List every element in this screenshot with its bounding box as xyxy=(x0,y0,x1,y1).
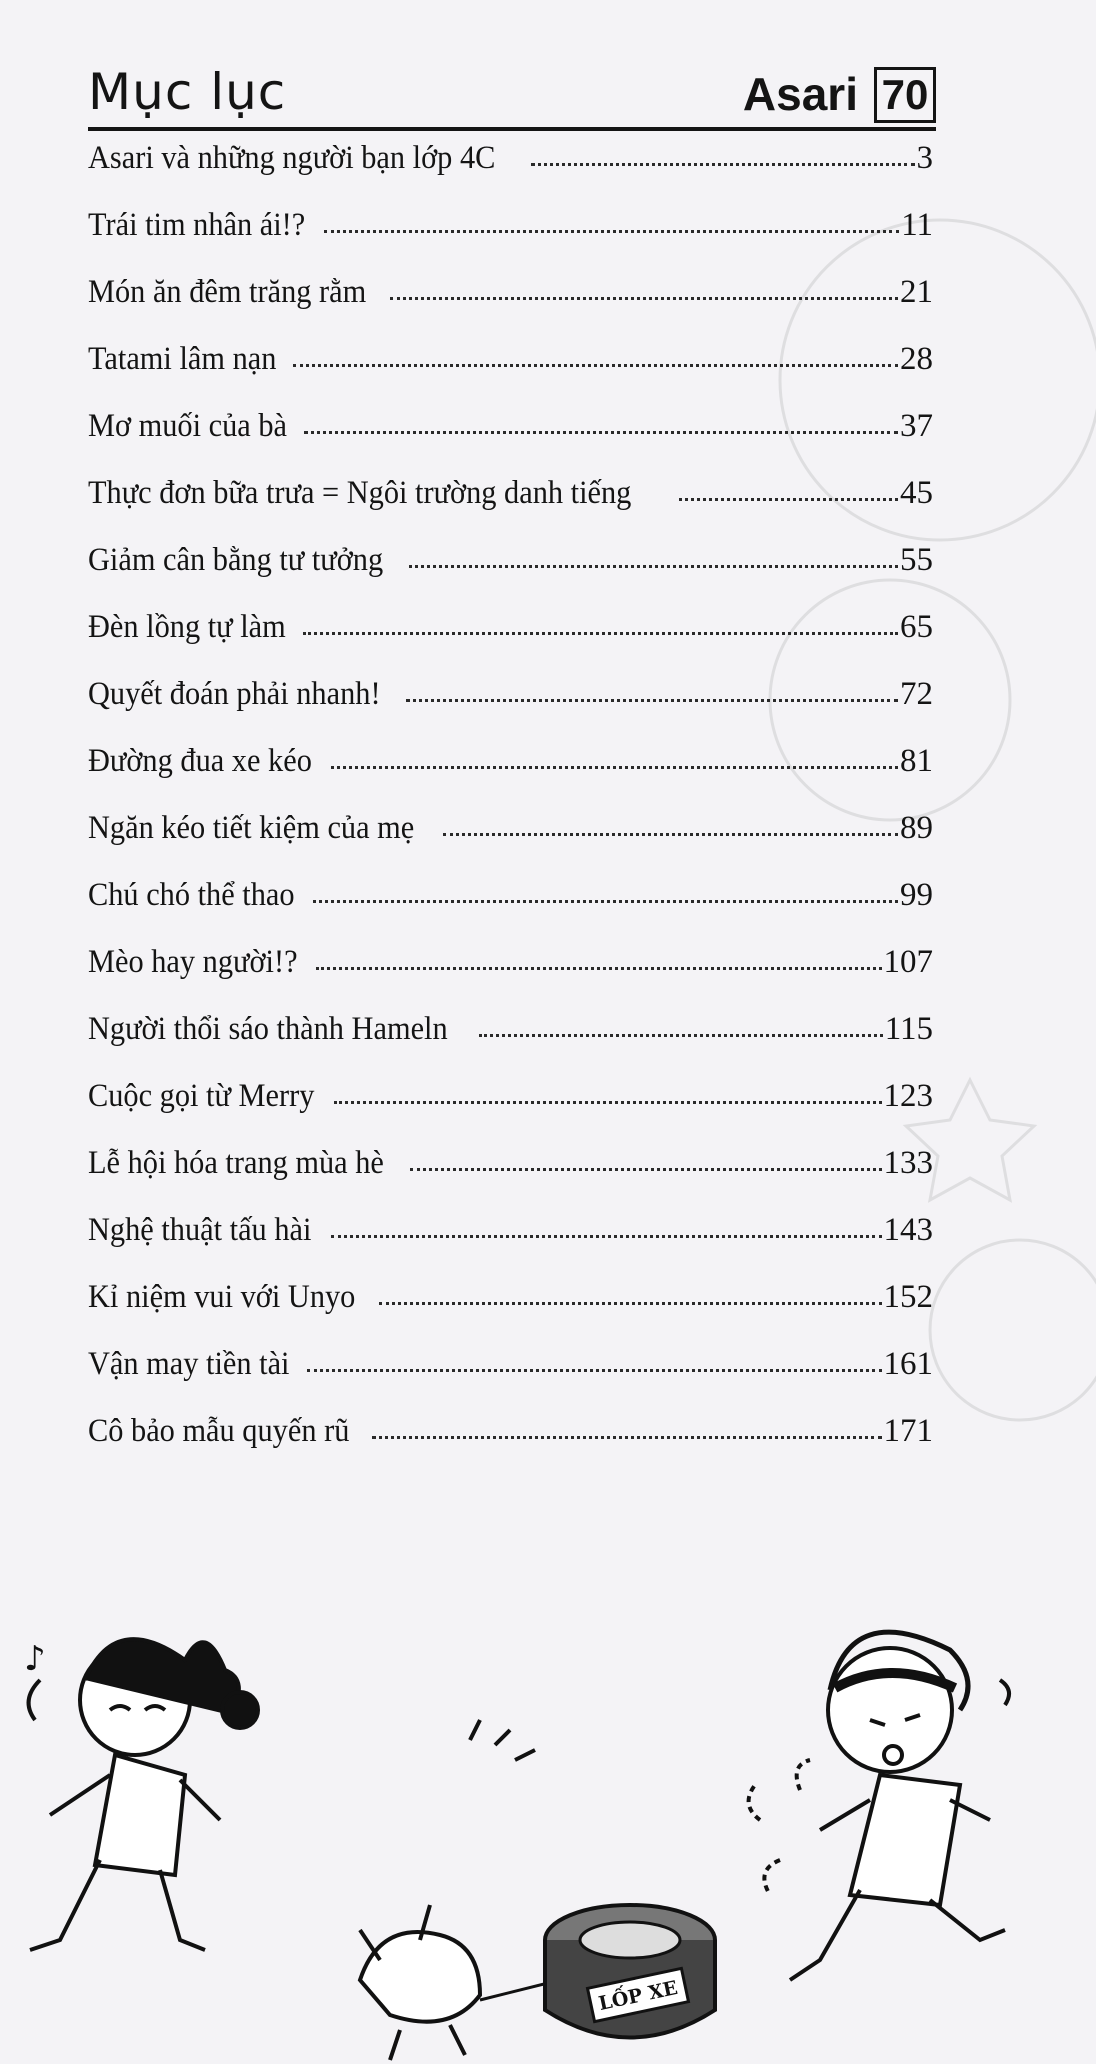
toc-entry-page: 55 xyxy=(900,542,933,578)
illustration-strip xyxy=(0,1560,1096,2064)
toc-entry xyxy=(88,1011,933,1078)
toc-entry-title: Lễ hội hóa trang mùa hè xyxy=(88,1145,384,1181)
tire-label: LỐP XE xyxy=(596,1976,680,2016)
toc-entry xyxy=(88,944,933,1011)
toc-entry-page: 161 xyxy=(883,1346,933,1382)
toc-entry-title: Món ăn đêm trăng rằm xyxy=(88,274,367,310)
toc-entry-page: 115 xyxy=(884,1011,933,1047)
toc-entry xyxy=(88,609,933,676)
tire-figure xyxy=(545,1905,715,2038)
toc-entry-title: Ngăn kéo tiết kiệm của mẹ xyxy=(88,810,415,846)
toc-entry-page: 28 xyxy=(900,341,933,377)
running-girl-figure xyxy=(29,1639,258,1950)
toc-entry-title: Người thổi sáo thành Hameln xyxy=(88,1011,448,1047)
toc-leader-dots xyxy=(379,1301,882,1305)
toc-entry xyxy=(88,1145,933,1212)
toc-entry-page: 133 xyxy=(883,1145,933,1181)
toc-leader-dots xyxy=(324,229,899,233)
toc-entry xyxy=(88,810,933,877)
toc-leader-dots xyxy=(406,698,898,702)
toc-entry-title: Đèn lồng tự làm xyxy=(88,609,286,645)
toc-entry-title: Giảm cân bằng tư tưởng xyxy=(88,542,384,578)
dog-figure xyxy=(360,1720,535,2060)
toc-leader-dots xyxy=(443,832,898,836)
toc-entry xyxy=(88,408,933,475)
page-title: Mục lục xyxy=(88,63,287,121)
toc-entry-page: 65 xyxy=(900,609,933,645)
toc-leader-dots xyxy=(307,1368,881,1372)
toc-entry-title: Quyết đoán phải nhanh! xyxy=(88,676,381,712)
toc-entry-page: 11 xyxy=(901,207,933,243)
toc-entry-page: 123 xyxy=(883,1078,933,1114)
toc-entry-page: 171 xyxy=(883,1413,933,1449)
toc-entry xyxy=(88,1346,933,1413)
toc-leader-dots xyxy=(531,162,915,166)
toc-entry xyxy=(88,1078,933,1145)
toc-leader-dots xyxy=(304,430,898,434)
toc-entry xyxy=(88,274,933,341)
toc-entry xyxy=(88,676,933,743)
series-name: Asari xyxy=(742,68,858,120)
toc-entry xyxy=(88,1279,933,1346)
toc-entry xyxy=(88,341,933,408)
toc-entry-title: Chú chó thể thao xyxy=(88,877,295,913)
toc-entry-title: Cô bảo mẫu quyến rũ xyxy=(88,1413,350,1449)
toc-entry-title: Vận may tiền tài xyxy=(88,1346,290,1382)
toc-entry xyxy=(88,1413,933,1480)
toc-entry-title: Asari và những người bạn lớp 4C xyxy=(88,140,496,176)
toc-entry-page: 72 xyxy=(900,676,933,712)
toc-leader-dots xyxy=(390,296,898,300)
toc-entry-page: 107 xyxy=(883,944,933,980)
toc-leader-dots xyxy=(409,564,898,568)
toc-entry xyxy=(88,1212,933,1279)
toc-leader-dots xyxy=(316,966,882,970)
toc-leader-dots xyxy=(372,1435,881,1439)
toc-entry-page: 152 xyxy=(883,1279,933,1315)
toc-entry-page: 89 xyxy=(900,810,933,846)
toc-entry xyxy=(88,475,933,542)
toc-entry-page: 81 xyxy=(900,743,933,779)
toc-leader-dots xyxy=(313,899,898,903)
toc-entry-title: Đường đua xe kéo xyxy=(88,743,312,779)
toc-leader-dots xyxy=(293,363,898,367)
toc-entry-page: 143 xyxy=(883,1212,933,1248)
toc-leader-dots xyxy=(479,1033,883,1037)
music-note-icon xyxy=(24,1639,46,1679)
toc-entry xyxy=(88,743,933,810)
toc-entry-page: 45 xyxy=(900,475,933,511)
toc-entry-title: Mơ muối của bà xyxy=(88,408,288,444)
toc-entry xyxy=(88,140,933,207)
toc-leader-dots xyxy=(334,1100,881,1104)
toc-entry xyxy=(88,542,933,609)
toc-header xyxy=(88,55,936,131)
toc-leader-dots xyxy=(679,497,898,501)
toc-entry-title: Kỉ niệm vui với Unyo xyxy=(88,1279,356,1315)
toc-entry-title: Nghệ thuật tấu hài xyxy=(88,1212,312,1248)
svg-text:♪: ♪ xyxy=(24,1639,46,1679)
toc-leader-dots xyxy=(410,1167,882,1171)
toc-leader-dots xyxy=(331,1234,882,1238)
toc-leader-dots xyxy=(331,765,898,769)
running-boy-figure xyxy=(749,1632,1009,1980)
toc-entry-page: 99 xyxy=(900,877,933,913)
toc-entry-title: Mèo hay người!? xyxy=(88,944,298,980)
toc-entry xyxy=(88,207,933,274)
toc-entry-page: 3 xyxy=(916,140,933,176)
toc-entry-title: Tatami lâm nạn xyxy=(88,341,277,377)
volume-number: 70 xyxy=(874,67,936,123)
toc-entry-title: Cuộc gọi từ Merry xyxy=(88,1078,315,1114)
toc-entry-page: 37 xyxy=(900,408,933,444)
toc-entry-page: 21 xyxy=(900,274,933,310)
toc-entry-title: Thực đơn bữa trưa = Ngôi trường danh tiếng xyxy=(88,475,632,511)
toc-entry-title: Trái tim nhân ái!? xyxy=(88,207,306,243)
table-of-contents xyxy=(88,140,933,1480)
toc-entry xyxy=(88,877,933,944)
toc-leader-dots xyxy=(303,631,898,635)
